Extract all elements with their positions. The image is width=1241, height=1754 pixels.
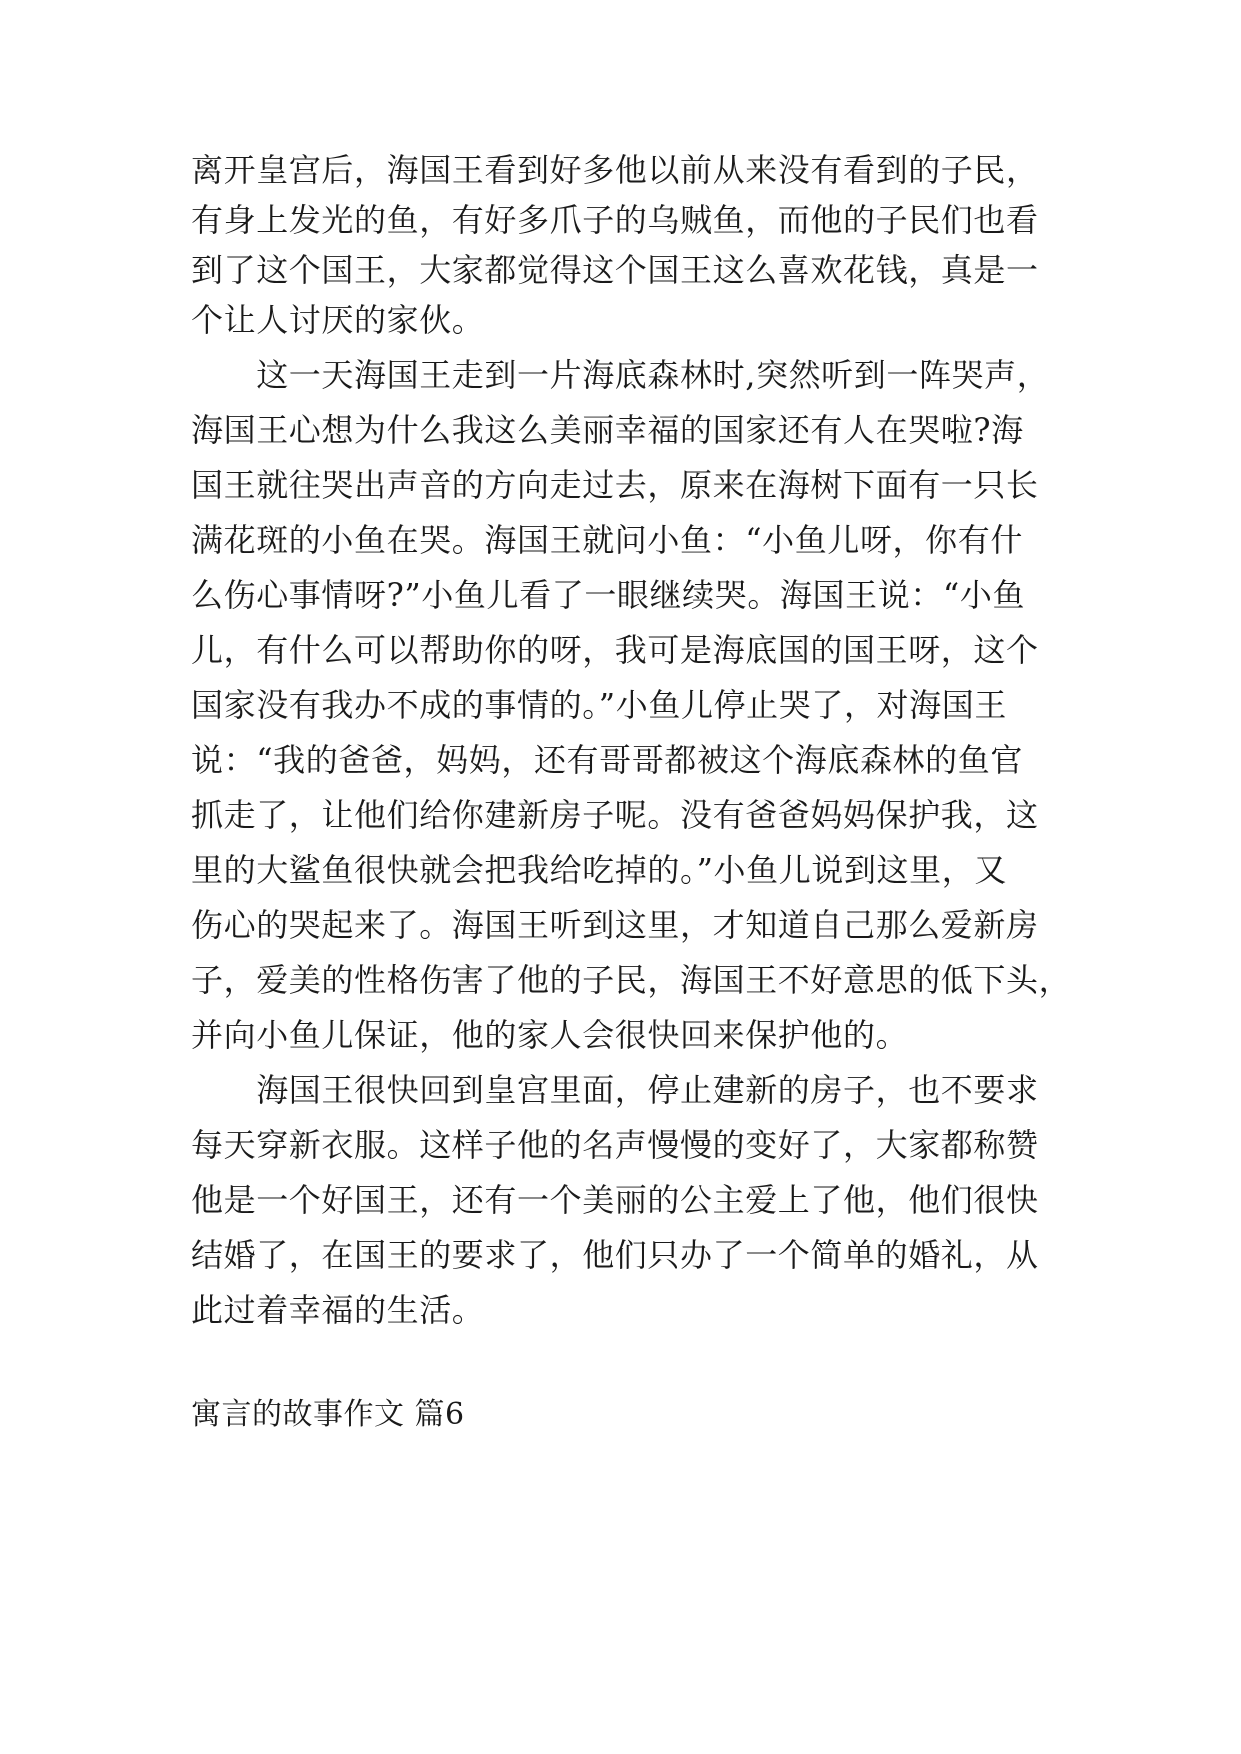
- text-line: 子，爱美的性格伤害了他的子民，海国王不好意思的低下头，: [191, 961, 1072, 999]
- text-line: 海国王心想为什么我这么美丽幸福的国家还有人在哭啦?海: [191, 411, 1024, 449]
- text-line: 他是一个好国王，还有一个美丽的公主爱上了他，他们很快: [191, 1181, 1039, 1219]
- text-line: 此过着幸福的生活。: [191, 1291, 485, 1329]
- text-line: 这一天海国王走到一片海底森林时,突然听到一阵哭声，: [191, 356, 1050, 394]
- text-line: 个让人讨厌的家伙。: [191, 301, 485, 339]
- text-line: 国王就往哭出声音的方向走过去，原来在海树下面有一只长: [191, 466, 1039, 504]
- text-line: 里的大鲨鱼很快就会把我给吃掉的。”小鱼儿说到这里，又: [191, 851, 1007, 889]
- text-line: 说：“我的爸爸，妈妈，还有哥哥都被这个海底森林的鱼官: [191, 741, 1023, 779]
- text-line: 儿，有什么可以帮助你的呀，我可是海底国的国王呀，这个: [191, 631, 1039, 669]
- text-line: 满花斑的小鱼在哭。海国王就问小鱼：“小鱼儿呀，你有什: [191, 521, 1023, 559]
- text-line: 并向小鱼儿保证，他的家人会很快回来保护他的。: [191, 1016, 909, 1054]
- section-heading: 寓言的故事作文 篇6: [191, 1397, 465, 1432]
- text-line: 海国王很快回到皇宫里面，停止建新的房子，也不要求: [191, 1071, 1039, 1109]
- text-line: 么伤心事情呀?”小鱼儿看了一眼继续哭。海国王说：“小鱼: [191, 576, 1026, 614]
- text-line: 抓走了，让他们给你建新房子呢。没有爸爸妈妈保护我，这: [191, 796, 1039, 834]
- text-line: 有身上发光的鱼，有好多爪子的乌贼鱼，而他的子民们也看: [191, 201, 1039, 239]
- text-line: 结婚了，在国王的要求了，他们只办了一个简单的婚礼，从: [191, 1236, 1039, 1274]
- text-line: 伤心的哭起来了。海国王听到这里，才知道自己那么爱新房: [191, 906, 1039, 944]
- text-line: 到了这个国王，大家都觉得这个国王这么喜欢花钱，真是一: [191, 251, 1039, 289]
- text-line: 国家没有我办不成的事情的。”小鱼儿停止哭了，对海国王: [191, 686, 1007, 724]
- text-line: 每天穿新衣服。这样子他的名声慢慢的变好了，大家都称赞: [191, 1126, 1039, 1164]
- text-line: 离开皇宫后，海国王看到好多他以前从来没有看到的子民，: [191, 151, 1039, 189]
